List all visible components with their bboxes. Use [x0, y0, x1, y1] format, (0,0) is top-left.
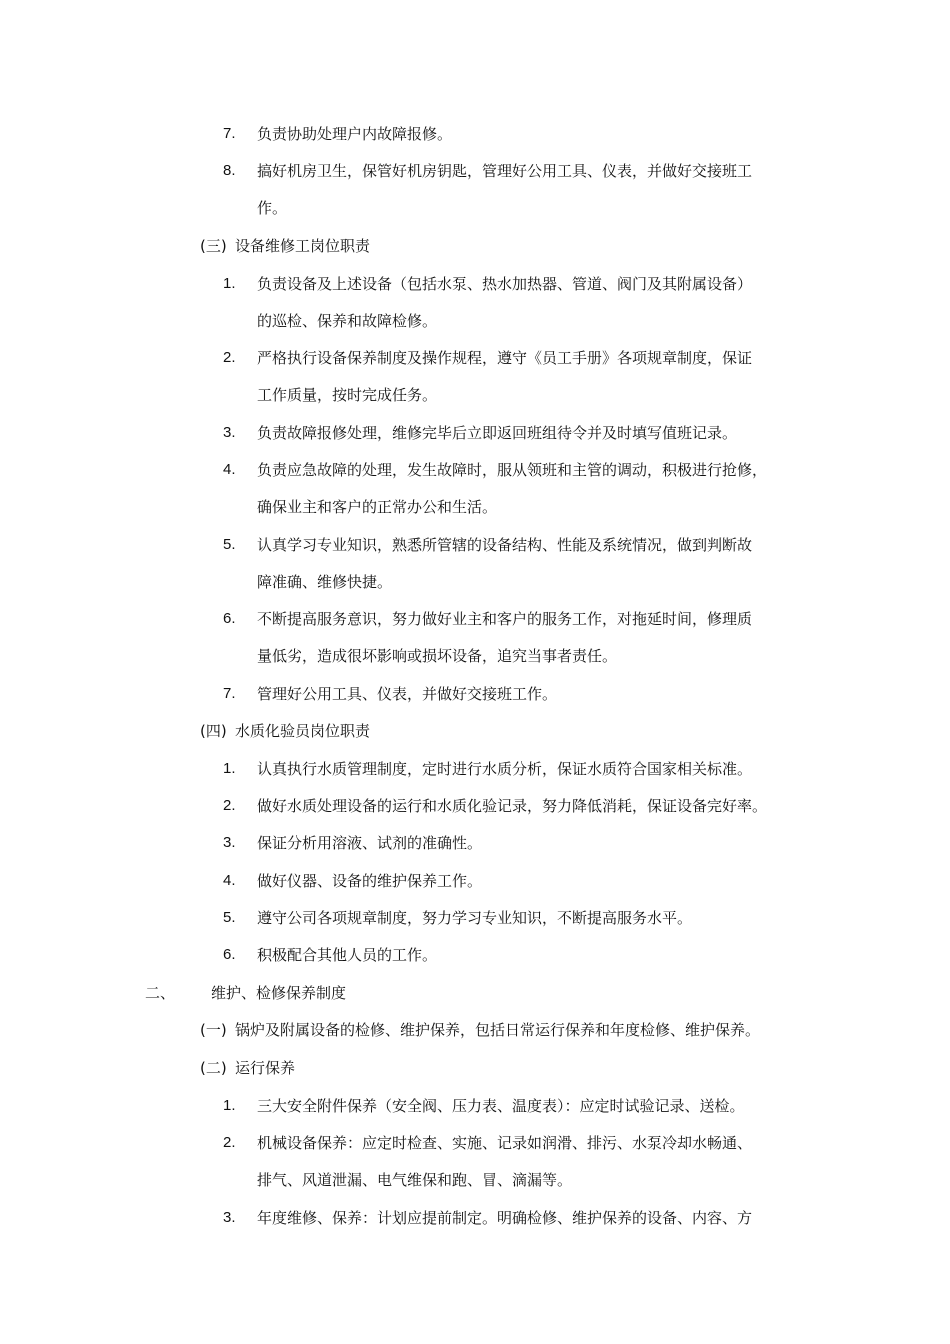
- item-text: 搞好机房卫生，保管好机房钥匙，管理好公用工具、仪表，并做好交接班工: [257, 162, 753, 180]
- item-text: 机械设备保养：应定时检查、实施、记录如润滑、排污、水泵冷却水畅通、: [257, 1134, 753, 1152]
- item-number: 2.: [223, 349, 236, 366]
- section-heading: 设备维修工岗位职责: [235, 237, 371, 255]
- item-text-continued: 排气、风道泄漏、电气维保和跑、冒、滴漏等。: [257, 1171, 573, 1189]
- item-number: 1.: [223, 1097, 236, 1114]
- item-text: 积极配合其他人员的工作。: [257, 946, 438, 964]
- item-number: 1.: [223, 760, 236, 777]
- item-number: 6.: [223, 946, 236, 963]
- item-number: 3.: [223, 424, 236, 441]
- item-text: 做好仪器、设备的维护保养工作。: [257, 872, 483, 890]
- section-number: (四): [200, 722, 227, 740]
- item-number: 1.: [223, 275, 236, 292]
- item-number: 6.: [223, 610, 236, 627]
- chapter-heading: 维护、检修保养制度: [211, 984, 347, 1002]
- item-text: 负责协助处理户内故障报修。: [257, 125, 453, 143]
- section-number: (二): [200, 1059, 227, 1077]
- item-number: 2.: [223, 797, 236, 814]
- item-number: 4.: [223, 872, 236, 889]
- item-text: 遵守公司各项规章制度，努力学习专业知识，不断提高服务水平。: [257, 909, 693, 927]
- section-number: (一): [200, 1021, 227, 1039]
- item-text: 年度维修、保养：计划应提前制定。明确检修、维护保养的设备、内容、方: [257, 1209, 753, 1227]
- item-text-continued: 工作质量，按时完成任务。: [257, 386, 438, 404]
- item-text-continued: 的巡检、保养和故障检修。: [257, 312, 438, 330]
- item-text-continued: 作。: [257, 199, 288, 217]
- item-text: 三大安全附件保养（安全阀、压力表、温度表）：应定时试验记录、送检。: [257, 1097, 745, 1115]
- item-number: 4.: [223, 461, 236, 478]
- item-text: 保证分析用溶液、试剂的准确性。: [257, 834, 483, 852]
- item-text: 管理好公用工具、仪表，并做好交接班工作。: [257, 685, 558, 703]
- item-number: 5.: [223, 536, 236, 553]
- section-heading: 运行保养: [235, 1059, 296, 1077]
- section-heading: 锅炉及附属设备的检修、维护保养，包括日常运行保养和年度检修、维护保养。: [235, 1021, 761, 1039]
- item-text-continued: 量低劣，造成很坏影响或损坏设备，追究当事者责任。: [257, 647, 618, 665]
- item-number: 2.: [223, 1134, 236, 1151]
- item-number: 3.: [223, 1209, 236, 1226]
- item-number: 5.: [223, 909, 236, 926]
- item-text: 负责应急故障的处理，发生故障时，服从领班和主管的调动，积极进行抢修，: [257, 461, 768, 479]
- item-number: 8.: [223, 162, 236, 179]
- section-heading: 水质化验员岗位职责: [235, 722, 371, 740]
- item-text: 负责设备及上述设备（包括水泵、热水加热器、管道、阀门及其附属设备）: [257, 275, 753, 293]
- item-text: 做好水质处理设备的运行和水质化验记录，努力降低消耗，保证设备完好率。: [257, 797, 768, 815]
- item-number: 3.: [223, 834, 236, 851]
- item-text: 不断提高服务意识，努力做好业主和客户的服务工作，对拖延时间，修理质: [257, 610, 753, 628]
- item-text: 认真学习专业知识，熟悉所管辖的设备结构、性能及系统情况，做到判断故: [257, 536, 753, 554]
- item-text: 负责故障报修处理，维修完毕后立即返回班组待令并及时填写值班记录。: [257, 424, 738, 442]
- item-number: 7.: [223, 125, 236, 142]
- chapter-number: 二、: [145, 984, 176, 1002]
- item-text: 严格执行设备保养制度及操作规程，遵守《员工手册》各项规章制度，保证: [257, 349, 753, 367]
- section-number: (三): [200, 237, 227, 255]
- item-text-continued: 确保业主和客户的正常办公和生活。: [257, 498, 498, 516]
- item-number: 7.: [223, 685, 236, 702]
- item-text: 认真执行水质管理制度，定时进行水质分析，保证水质符合国家相关标准。: [257, 760, 753, 778]
- item-text-continued: 障准确、维修快捷。: [257, 573, 393, 591]
